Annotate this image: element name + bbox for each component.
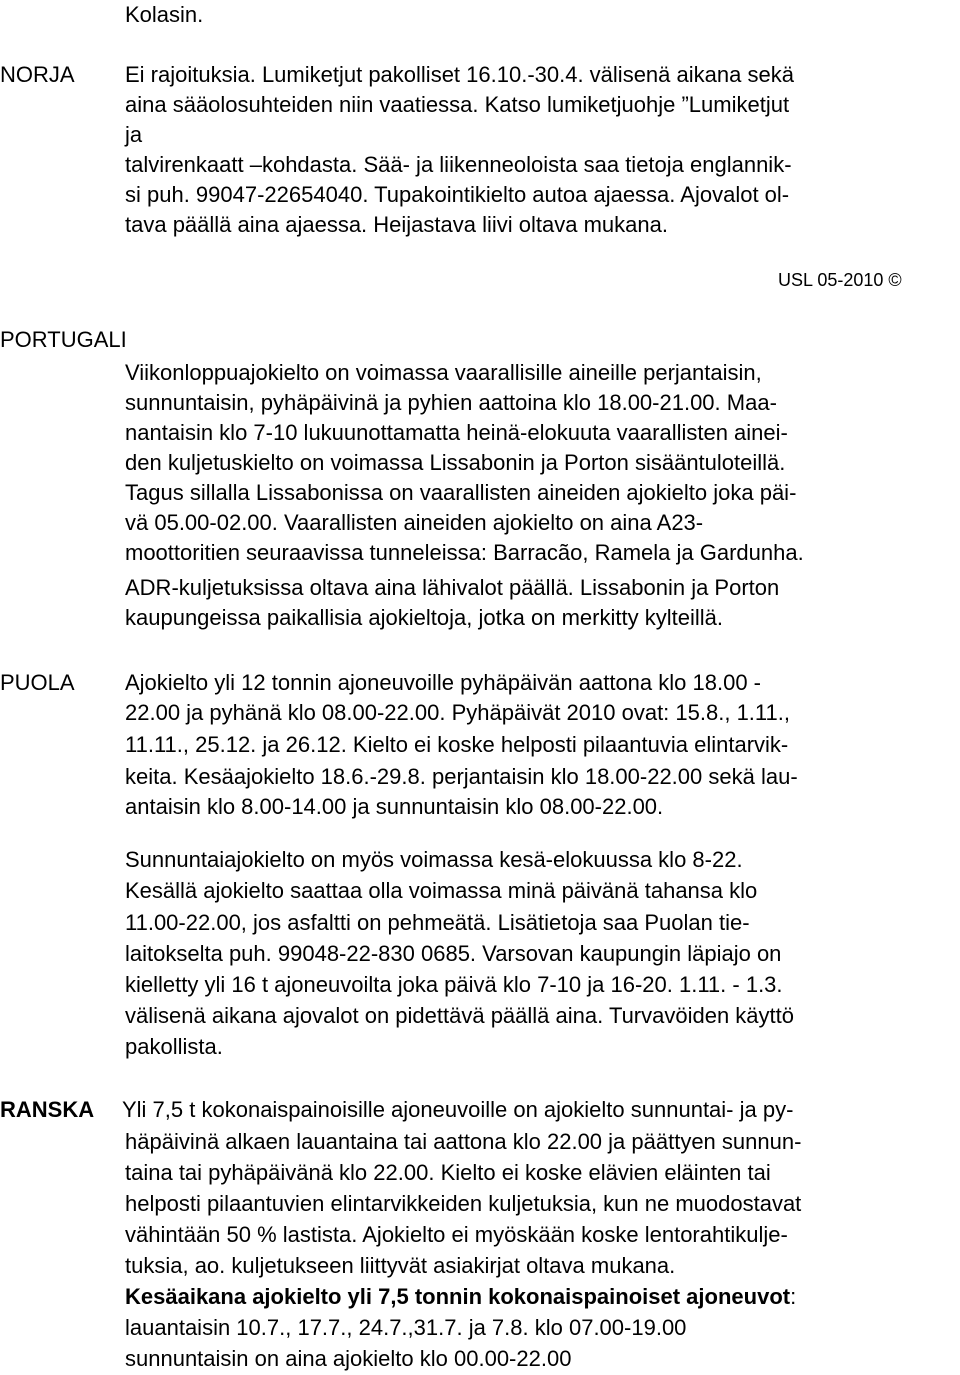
norja-line: aina sääolosuhteiden niin vaatiessa. Katso lumiketjuohje ”Lumiketjut [125,92,790,117]
norja-line: Ei rajoituksia. Lumiketjut pakolliset 16.10.-30.4. välisenä aikana sekä [125,62,794,87]
norja-line: si puh. 99047-22654040. Tupakointikielto autoa ajaessa. Ajovalot ol- [125,182,790,207]
portugali-line: sunnuntaisin, pyhäpäivinä ja pyhien aattoina klo 18.00-21.00. Maa- [125,390,777,415]
puola-line: Sunnuntaiajokielto on myös voimassa kesä-elokuussa klo 8-22. [125,847,743,872]
portugali-line: den kuljetuskielto on voimassa Lissabonin ja Porton sisääntuloteillä. [125,450,786,475]
portugali-line: ADR-kuljetuksissa oltava aina lähivalot päällä. Lissabonin ja Porton [125,575,780,600]
norja-line: ja [125,122,143,147]
norja-line: talvirenkaatt –kohdasta. Sää- ja liikenneoloista saa tietoja englannik- [125,152,792,177]
copyright-mark: USL 05-2010 © [778,270,902,290]
ranska-line: lauantaisin 10.7., 17.7., 24.7.,31.7. ja 7.8. klo 07.00-19.00 [125,1315,687,1340]
ranska-line: taina tai pyhäpäivänä klo 22.00. Kielto ei koske elävien eläinten tai [125,1160,771,1185]
portugali-line: Tagus sillalla Lissabonissa on vaarallisten aineiden ajokielto joka päi- [125,480,797,505]
norja-line: tava päällä aina ajaessa. Heijastava liivi oltava mukana. [125,212,668,237]
puola-line: 22.00 ja pyhänä klo 08.00-22.00. Pyhäpäivät 2010 ovat: 15.8., 1.11., [125,700,790,725]
puola-line: 11.11., 25.12. ja 26.12. Kielto ei koske helposti pilaantuvia elintarvik- [125,732,789,757]
puola-line: Kesällä ajokielto saattaa olla voimassa minä päivänä tahansa klo [125,878,758,903]
portugali-line: nantaisin klo 7-10 lukuunottamatta heinä-elokuuta vaarallisten ainei- [125,420,788,445]
ranska-summer-colon: : [790,1284,797,1309]
puola-line: kielletty yli 16 t ajoneuvoilta joka päivä klo 7-10 ja 16-20. 1.11. - 1.3. [125,972,783,997]
puola-line: antaisin klo 8.00-14.00 ja sunnuntaisin klo 08.00-22.00. [125,794,664,819]
section-label-ranska: RANSKA [0,1097,95,1122]
portugali-line: kaupungeissa paikallisia ajokieltoja, jotka on merkitty kylteillä. [125,605,723,630]
puola-line: välisenä aikana ajovalot on pidettävä päällä aina. Turvavöiden käyttö [125,1003,795,1028]
portugali-line: moottoritien seuraavissa tunneleissa: Barracão, Ramela ja Gardunha. [125,540,804,565]
puola-line: pakollista. [125,1034,223,1059]
portugali-line: vä 05.00-02.00. Vaarallisten aineiden ajokielto on aina A23- [125,510,704,535]
puola-line: 11.00-22.00, jos asfaltti on pehmeätä. Lisätietoja saa Puolan tie- [125,910,750,935]
ranska-line: Yli 7,5 t kokonaispainoisille ajoneuvoille on ajokielto sunnuntai- ja py- [122,1097,794,1122]
ranska-line: tuksia, ao. kuljetukseen liittyvät asiakirjat oltava mukana. [125,1253,676,1278]
ranska-summer-bold: Kesäaikana ajokielto yli 7,5 tonnin kokonaispainoiset ajoneuvot [125,1284,791,1309]
puola-line: laitokselta puh. 99048-22-830 0685. Varsovan kaupungin läpiajo on [125,941,782,966]
section-label-norja: NORJA [0,62,75,87]
ranska-line: helposti pilaantuvien elintarvikkeiden kuljetuksia, kun ne muodostavat [125,1191,802,1216]
puola-line: keita. Kesäajokielto 18.6.-29.8. perjantaisin klo 18.00-22.00 sekä lau- [125,764,798,789]
ranska-line: sunnuntaisin on aina ajokielto klo 00.00-22.00 [125,1346,572,1371]
ranska-line: vähintään 50 % lastista. Ajokielto ei myöskään koske lentorahtikulje- [125,1222,788,1247]
portugali-line: Viikonloppuajokielto on voimassa vaarallisille aineille perjantaisin, [125,360,762,385]
top-continuation-text: Kolasin. [125,2,204,27]
section-label-portugali: PORTUGALI [0,327,127,352]
ranska-line: häpäivinä alkaen lauantaina tai aattona klo 22.00 ja päättyen sunnun- [125,1129,802,1154]
ranska-summer-heading [125,1282,796,1312]
puola-line: Ajokielto yli 12 tonnin ajoneuvoille pyhäpäivän aattona klo 18.00 - [125,670,761,695]
section-label-puola: PUOLA [0,670,75,695]
